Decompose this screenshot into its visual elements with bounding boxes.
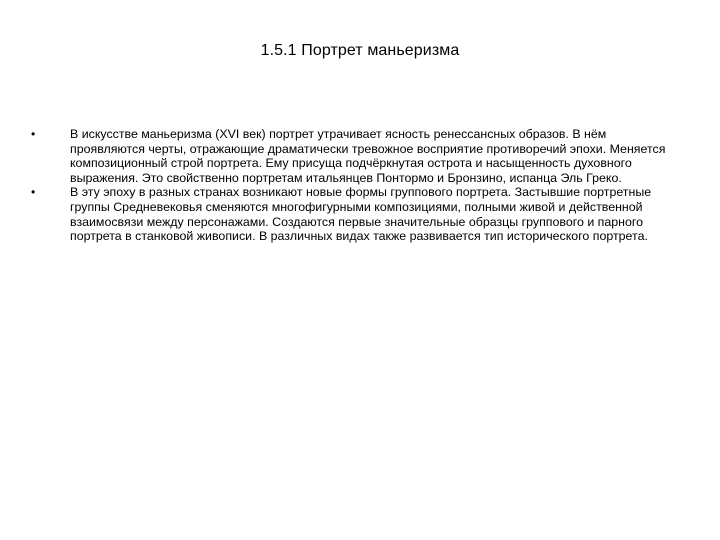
- slide-title: 1.5.1 Портрет маньеризма: [260, 42, 460, 59]
- bullet-text-1: В искусстве маньеризма (XVI век) портрет утрачивает ясность ренессансных образов. В нём проявляются черты, отражающие драматически тревожное восприятие противоречий эпохи. Меняется композиционный строй портрета. Ему присуща подчёркнутая острота и насыщенность духовного выражения. Это свойственно портретам итальянцев Понтормо и Бронзино, испанца Эль Греко.: [70, 127, 666, 185]
- bullet-item-1: [31, 127, 679, 185]
- bullet-text-2: В эту эпоху в разных странах возникают новые формы группового портрета. Застывшие портретные группы Средневековья сменяются многофигурными композициями, полными живой и действенной взаимосвязи между персонажами. Создаются первые значительные образцы группового и парного портрета в станковой живописи. В различных видах также развивается тип исторического портрета.: [70, 185, 652, 244]
- bullet-list: [31, 127, 679, 244]
- bullet-marker: •: [31, 185, 36, 200]
- bullet-item-2: [31, 185, 679, 243]
- bullet-marker: •: [31, 127, 36, 141]
